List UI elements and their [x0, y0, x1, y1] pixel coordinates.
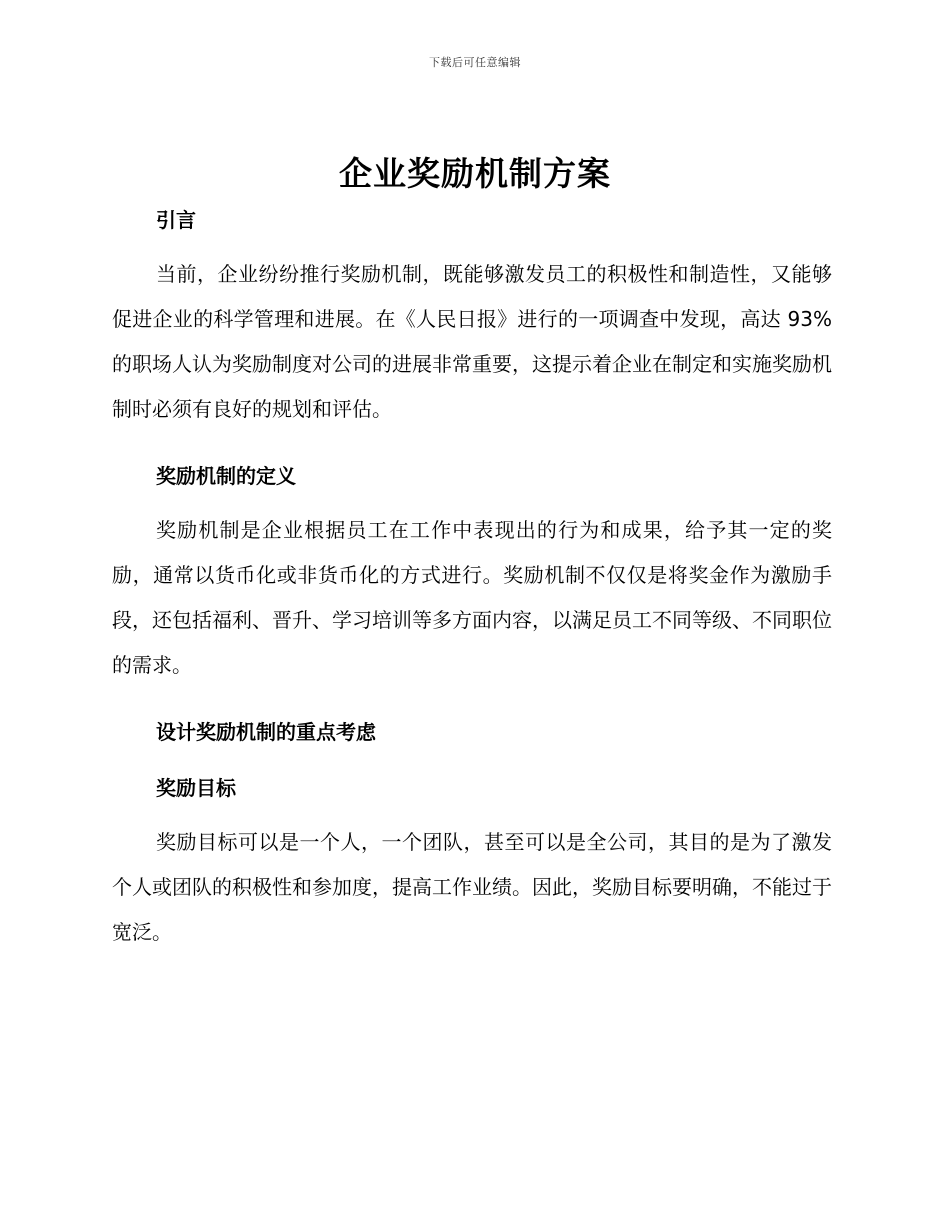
- section-heading-definition: 奖励机制的定义: [156, 464, 296, 488]
- section-heading-design: 设计奖励机制的重点考虑: [156, 720, 376, 744]
- document-body: [112, 200, 832, 955]
- document-title: 企业奖励机制方案: [339, 154, 611, 193]
- paragraph-goal: 奖励目标可以是一个人，一个团队，甚至可以是全公司，其目的是为了激发个人或团队的积极性和参加度，提高工作业绩。因此，奖励目标要明确，不能过于宽泛。: [112, 830, 832, 944]
- section-heading-goal: 奖励目标: [156, 776, 236, 800]
- paragraph-definition: 奖励机制是企业根据员工在工作中表现出的行为和成果，给予其一定的奖励，通常以货币化或非货币化的方式进行。奖励机制不仅仅是将奖金作为激励手段，还包括福利、晋升、学习培训等多方面内容，以满足员工不同等级、不同职位的需求。: [112, 518, 832, 677]
- section-heading-intro: 引言: [156, 208, 196, 232]
- paragraph-intro: 当前，企业纷纷推行奖励机制，既能够激发员工的积极性和制造性，又能够促进企业的科学管理和进展。在《人民日报》进行的一项调查中发现，高达 93%的职场人认为奖励制度对公司的进展非常重要，这提示着企业在制定和实施奖励机制时必须有良好的规划和评估。: [112, 262, 832, 421]
- header-note: 下载后可任意编辑: [429, 56, 521, 69]
